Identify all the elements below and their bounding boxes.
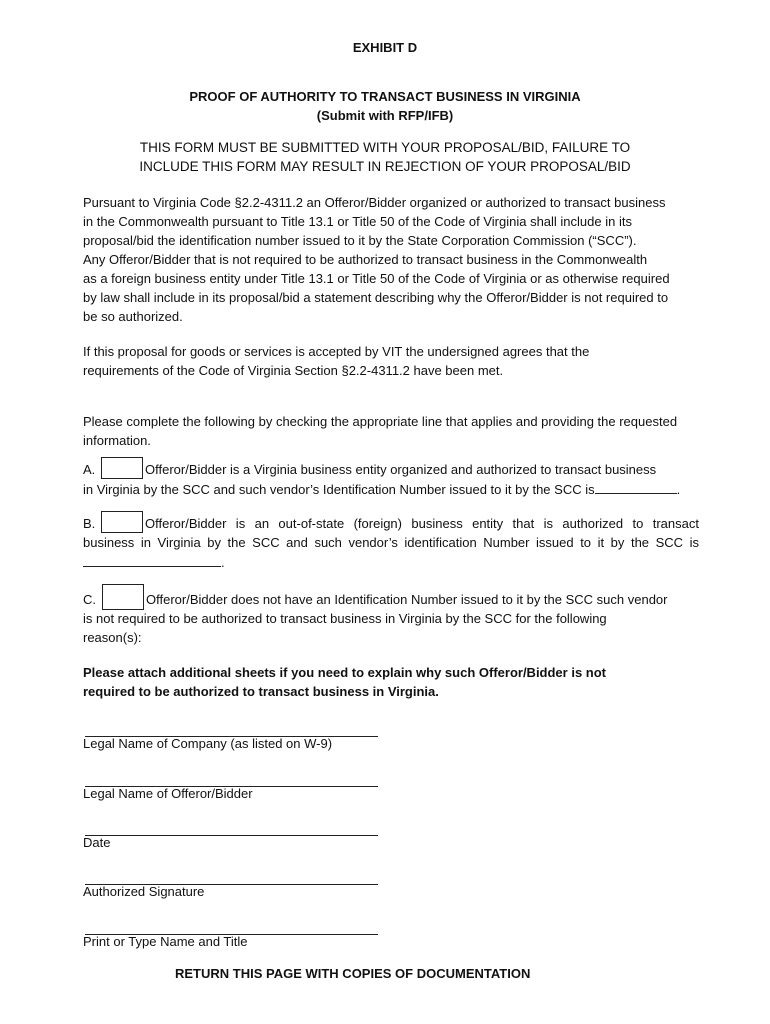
attach-note-line-2: required to be authorized to transact business in Virginia. xyxy=(83,684,439,699)
option-b-scc-number-field[interactable] xyxy=(83,554,221,567)
option-b-text-2: business in Virginia by the SCC and such vendor’s identification Number issued to it by the SCC is xyxy=(83,535,699,550)
option-c-text-2: is not required to be authorized to transact business in Virginia by the SCC for the following xyxy=(83,611,607,626)
option-a-text: Offeror/Bidder is a Virginia business entity organized and authorized to transact business xyxy=(145,462,657,477)
option-c-line-2 xyxy=(83,611,699,626)
signature-label: Authorized Signature xyxy=(83,884,205,899)
offeror-name-label: Legal Name of Offeror/Bidder xyxy=(83,786,253,801)
instructions-line: Please complete the following by checking the appropriate line that applies and providing the requested xyxy=(83,414,678,429)
option-a-line-1 xyxy=(83,462,699,477)
acceptance-line: If this proposal for goods or services is accepted by VIT the undersigned agrees that the xyxy=(83,344,590,359)
instructions-line: information. xyxy=(83,433,151,448)
acceptance-line: requirements of the Code of Virginia Section §2.2-4311.2 have been met. xyxy=(83,363,504,378)
intro-line: by law shall include in its proposal/bid a statement describing why the Offeror/Bidder is not required to xyxy=(83,290,669,305)
warning-line-1: THIS FORM MUST BE SUBMITTED WITH YOUR PROPOSAL/BID, FAILURE TO xyxy=(139,140,631,155)
option-b-text: Offeror/Bidder is an out-of-state (foreign) business entity that is authorized to transact xyxy=(145,516,699,531)
instructions-paragraph xyxy=(83,412,699,450)
option-a-line-2 xyxy=(83,481,699,497)
option-c-line-1 xyxy=(83,592,699,607)
acceptance-paragraph xyxy=(83,342,699,380)
intro-line: Any Offeror/Bidder that is not required to be authorized to transact business in the Commonwealth xyxy=(83,252,648,267)
warning-line-2: INCLUDE THIS FORM MAY RESULT IN REJECTION OF YOUR PROPOSAL/BID xyxy=(139,159,631,174)
option-a-text-2: in Virginia by the SCC and such vendor’s Identification Number issued to it by the SCC is xyxy=(83,482,595,497)
form-title: PROOF OF AUTHORITY TO TRANSACT BUSINESS IN VIRGINIA xyxy=(189,89,581,104)
option-a-checkbox[interactable] xyxy=(101,457,143,479)
option-b-line-2 xyxy=(83,535,699,550)
option-b-checkbox[interactable] xyxy=(101,511,143,533)
return-instructions: RETURN THIS PAGE WITH COPIES OF DOCUMENTATION xyxy=(175,966,531,981)
option-b-period: . xyxy=(221,555,225,570)
option-a-letter: A. xyxy=(83,462,96,477)
attach-note-line-1: Please attach additional sheets if you need to explain why such Offeror/Bidder is not xyxy=(83,665,607,680)
option-c-checkbox[interactable] xyxy=(102,584,144,610)
option-b-line-1 xyxy=(83,516,699,531)
option-a-scc-number-field[interactable] xyxy=(595,481,677,494)
intro-paragraph xyxy=(83,193,699,326)
option-c-text-3: reason(s): xyxy=(83,630,142,645)
intro-line: be so authorized. xyxy=(83,309,183,324)
intro-line: Pursuant to Virginia Code §2.2-4311.2 an Offeror/Bidder organized or authorized to transact business xyxy=(83,195,666,210)
option-b-letter: B. xyxy=(83,516,96,531)
option-b-line-3 xyxy=(83,554,699,570)
intro-line: proposal/bid the identification number issued to it by the State Corporation Commission (“SCC”). xyxy=(83,233,637,248)
intro-line: as a foreign business entity under Title 13.1 or Title 50 of the Code of Virginia or as otherwise required xyxy=(83,271,670,286)
form-subtitle: (Submit with RFP/IFB) xyxy=(316,108,454,123)
option-c-text: Offeror/Bidder does not have an Identification Number issued to it by the SCC such vendor xyxy=(146,592,668,607)
exhibit-label: EXHIBIT D xyxy=(352,40,418,55)
option-c-line-3 xyxy=(83,630,699,645)
option-a-period: . xyxy=(676,482,681,497)
printed-name-title-label: Print or Type Name and Title xyxy=(83,934,248,949)
option-c-letter: C. xyxy=(83,592,96,607)
date-field[interactable] xyxy=(85,835,378,836)
intro-line: in the Commonwealth pursuant to Title 13.1 or Title 50 of the Code of Virginia shall include in its xyxy=(83,214,632,229)
company-name-label: Legal Name of Company (as listed on W-9) xyxy=(83,736,333,751)
date-label: Date xyxy=(83,835,111,850)
